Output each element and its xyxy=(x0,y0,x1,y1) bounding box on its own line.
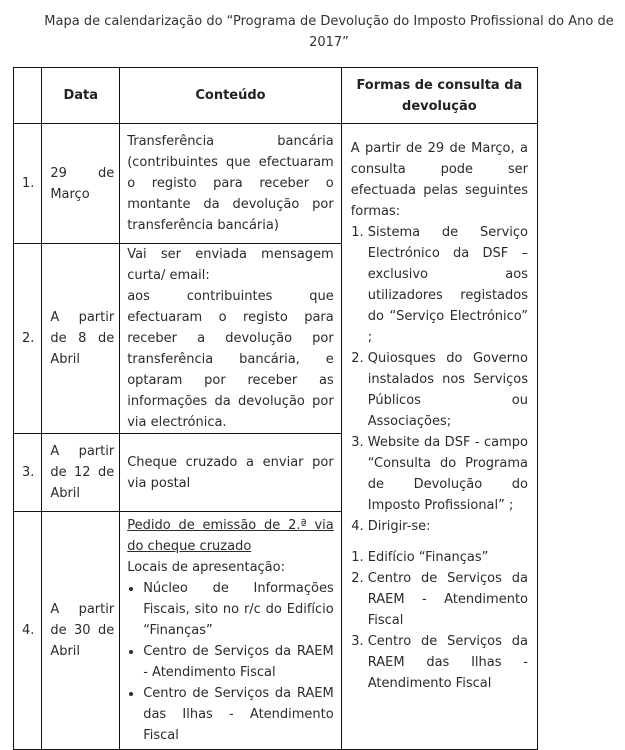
row-date: A partir de 8 de Abril xyxy=(42,244,120,434)
location-item: • Núcleo de Informações Fiscais, sito no r/c do Edifício “Finanças” xyxy=(143,578,334,641)
header-row xyxy=(14,68,538,124)
header-forms: Formas de consulta da devolução xyxy=(341,68,537,124)
row-date: A partir de 12 de Abril xyxy=(42,434,120,512)
row-date: A partir de 30 de Abril xyxy=(42,512,120,750)
location-item: • Centro de Serviços da RAEM - Atendimento Fiscal xyxy=(143,641,334,683)
forms-cell xyxy=(341,124,537,750)
header-num xyxy=(14,68,42,124)
title-line-2: 2017” xyxy=(309,35,349,50)
forms-item: 1. Sistema de Serviço Electrónico da DSF – exclusivo aos utilizadores registados do “Serviço Electrónico” ; xyxy=(368,222,528,348)
row-content: Transferência bancária (contribuintes que efectuaram o registo para receber o montante da devolução por transferência bancária) xyxy=(120,124,342,244)
row-number: 3. xyxy=(14,434,42,512)
forms-item: 4. Dirigir-se: xyxy=(368,516,528,537)
forms-sub-list xyxy=(351,547,528,694)
forms-item: 3. Website da DSF - campo “Consulta do Programa de Devolução do Imposto Profissional” ; xyxy=(368,432,528,516)
row-content-heading: Pedido de emissão de 2.ª via do cheque cruzado xyxy=(127,518,334,554)
row-number: 1. xyxy=(14,124,42,244)
forms-sub-item: 2. Centro de Serviços da RAEM - Atendimento Fiscal xyxy=(368,568,528,631)
row-content-line: Vai ser enviada mensagem curta/ email: xyxy=(127,247,334,283)
calendar-table xyxy=(13,67,538,750)
forms-intro: A partir de 29 de Março, a consulta pode ser efectuada pelas seguintes formas: xyxy=(350,141,528,219)
document-title xyxy=(40,11,618,53)
row-content xyxy=(120,512,342,750)
row-content xyxy=(120,244,342,434)
row-number: 2. xyxy=(14,244,42,434)
header-content: Conteúdo xyxy=(120,68,342,124)
locations-list xyxy=(127,578,334,746)
row-content-intro: Locais de apresentação: xyxy=(127,560,285,575)
title-line-1: Mapa de calendarização do “Programa de Devolução do Imposto Profissional do Ano de xyxy=(44,14,614,29)
header-date: Data xyxy=(42,68,120,124)
forms-sub-item: 1. Edifício “Finanças” xyxy=(368,547,528,568)
forms-sub-item: 3. Centro de Serviços da RAEM das Ilhas - Atendimento Fiscal xyxy=(368,631,528,694)
table-row xyxy=(14,124,538,244)
forms-item: 2. Quiosques do Governo instalados nos Serviços Públicos ou Associações; xyxy=(368,348,528,432)
location-item: • Centro de Serviços da RAEM das Ilhas - Atendimento Fiscal xyxy=(143,683,334,746)
row-content: Cheque cruzado a enviar por via postal xyxy=(120,434,342,512)
row-content-line: aos contribuintes que efectuaram o registo para receber a devolução por transferência bancária, e optaram por receber as informações da devolução por via electrónica. xyxy=(127,289,334,430)
row-number: 4. xyxy=(14,512,42,750)
row-date: 29 de Março xyxy=(42,124,120,244)
forms-list xyxy=(351,222,528,537)
